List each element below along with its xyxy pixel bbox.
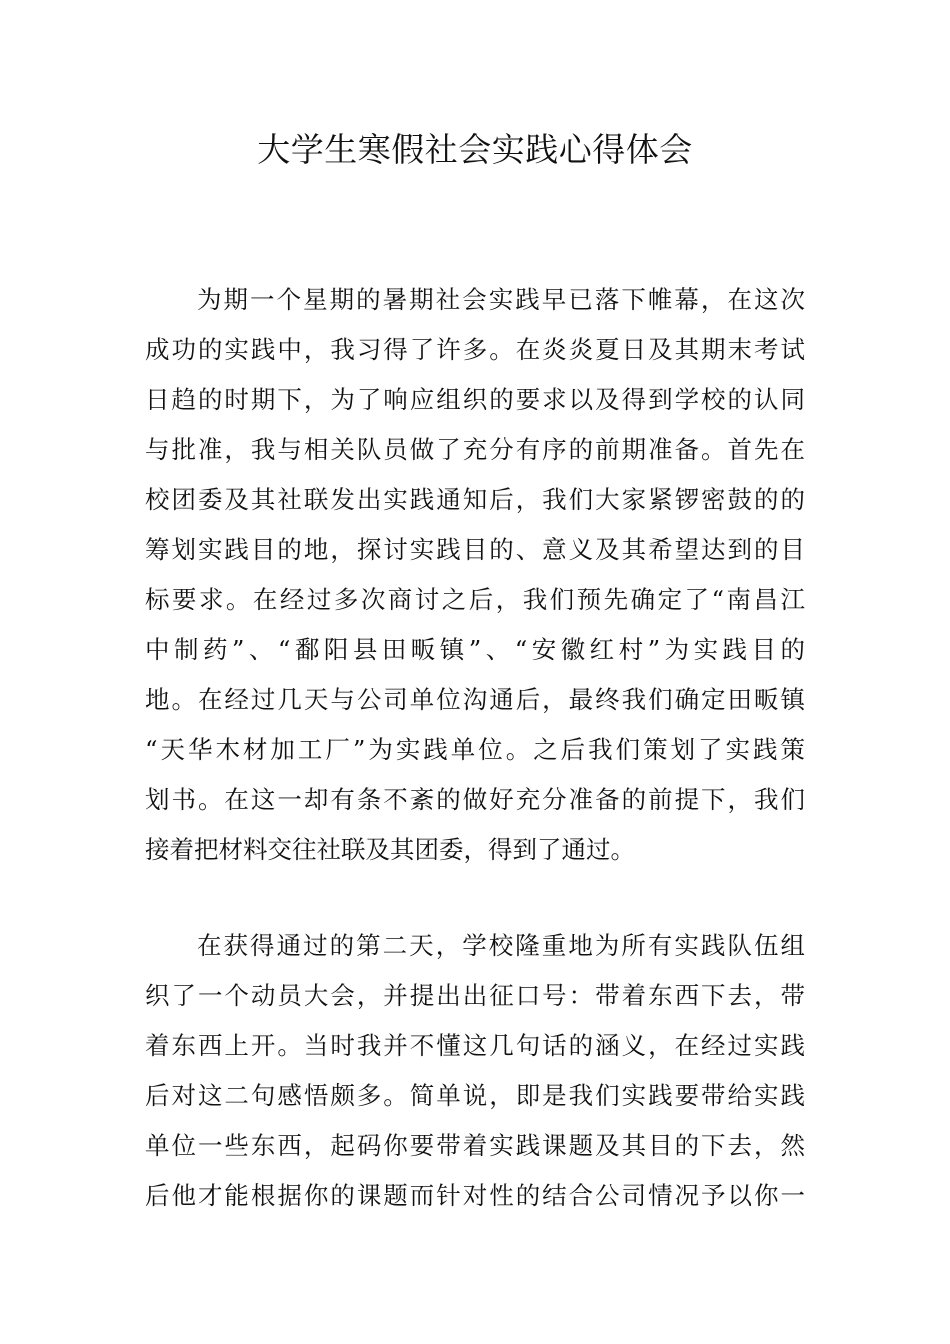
paragraph-line: 与批准，我与相关队员做了充分有序的前期准备。首先在: [145, 435, 805, 464]
paragraph-line: 单位一些东西，起码你要带着实践课题及其目的下去，然: [145, 1131, 805, 1160]
paragraph-line: 日趋的时期下，为了响应组织的要求以及得到学校的认同: [145, 385, 805, 414]
paragraph-line: 成功的实践中，我习得了许多。在炎炎夏日及其期末考试: [145, 335, 805, 364]
paragraph-line: 筹划实践目的地，探讨实践目的、意义及其希望达到的目: [145, 535, 805, 564]
paragraph-line: 划书。在这一却有条不紊的做好充分准备的前提下，我们: [145, 785, 805, 814]
paragraph-line: 中制药”、“鄱阳县田畈镇”、“安徽红村”为实践目的: [145, 635, 805, 664]
paragraph-line: “天华木材加工厂”为实践单位。之后我们策划了实践策: [145, 735, 805, 764]
paragraph-line: 为期一个星期的暑期社会实践早已落下帷幕，在这次: [197, 285, 805, 314]
document-title: 大学生寒假社会实践心得体会: [257, 130, 693, 169]
paragraph-line: 着东西上开。当时我并不懂这几句话的涵义，在经过实践: [145, 1031, 805, 1060]
paragraph-line: 校团委及其社联发出实践通知后，我们大家紧锣密鼓的的: [145, 485, 805, 514]
paragraph-line: 在获得通过的第二天，学校隆重地为所有实践队伍组: [197, 931, 805, 960]
paragraph-line: 地。在经过几天与公司单位沟通后，最终我们确定田畈镇: [145, 685, 805, 714]
paragraph-1: [145, 275, 805, 875]
paragraph-2: [145, 921, 805, 1221]
paragraph-line: 标要求。在经过多次商讨之后，我们预先确定了“南昌江: [145, 585, 805, 614]
paragraph-line: 接着把材料交往社联及其团委，得到了通过。: [145, 835, 635, 864]
paragraph-line: 后对这二句感悟颇多。简单说，即是我们实践要带给实践: [145, 1081, 805, 1110]
paragraph-line: 后他才能根据你的课题而针对性的结合公司情况予以你一: [145, 1181, 805, 1210]
paragraph-line: 织了一个动员大会，并提出出征口号：带着东西下去，带: [145, 981, 805, 1010]
